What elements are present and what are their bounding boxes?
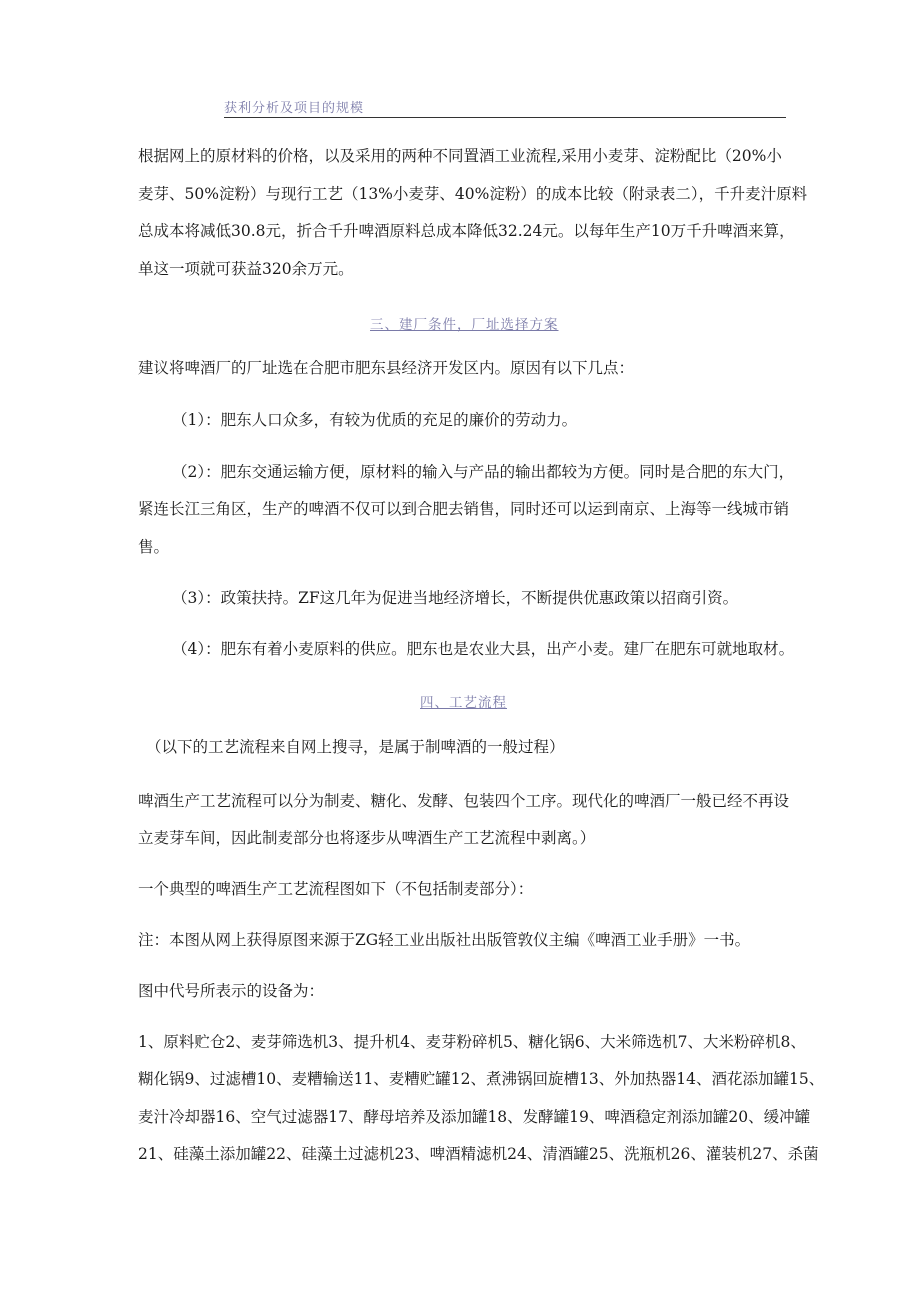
section-4-heading: 四、工艺流程 [420, 695, 507, 711]
diagram-source-note: 注：本图从网上获得原图来源于ZG轻工业出版社出版管敦仪主编《啤酒工业手册》一书。 [138, 931, 751, 949]
section-3-heading: 三、建厂条件，厂址选择方案 [370, 317, 559, 333]
reason-3: （3）：政策扶持。ZF这几年为促进当地经济增长，不断提供优惠政策以招商引资。 [172, 589, 739, 607]
diagram-intro: 一个典型的啤酒生产工艺流程图如下（不包括制麦部分）： [138, 880, 534, 898]
intro-line-2: 麦芽、50%淀粉）与现行工艺（13%小麦芽、40%淀粉）的成本比较（附录表二），千升麦汁原料 [138, 185, 808, 203]
process-source-note: （以下的工艺流程来自网上搜寻，是属于制啤酒的一般过程） [146, 738, 565, 756]
legend-intro: 图中代号所表示的设备为： [138, 982, 325, 1000]
equipment-line-1: 1、原料贮仓2、麦芽筛选机3、提升机4、麦芽粉碎机5、糖化锅6、大米筛选机7、大米粉碎机8、 [138, 1033, 806, 1051]
reason-2-line-1: （2）：肥东交通运输方便，原材料的输入与产品的输出都较为方便。同时是合肥的东大门， [172, 463, 795, 481]
header-title: 获利分析及项目的规模 [224, 101, 365, 116]
intro-line-1: 根据网上的原材料的价格，以及采用的两种不同置酒工业流程,采用小麦芽、淀粉配比（20%小 [138, 147, 782, 165]
equipment-line-3: 麦汁冷却器16、空气过滤器17、酵母培养及添加罐18、发酵罐19、啤酒稳定剂添加罐20、缓冲罐 [138, 1108, 811, 1126]
process-line-1: 啤酒生产工艺流程可以分为制麦、糖化、发酵、包装四个工序。现代化的啤酒厂一般已经不再设 [138, 792, 790, 810]
intro-line-4: 单这一项就可获益320余万元。 [138, 260, 354, 278]
process-line-2: 立麦芽车间，因此制麦部分也将逐步从啤酒生产工艺流程中剥离。） [138, 829, 596, 847]
equipment-line-4: 21、硅藻土添加罐22、硅藻土过滤机23、啤酒精滤机24、清酒罐25、洗瓶机26、灌装机27、杀菌 [138, 1145, 819, 1163]
page-header [224, 97, 786, 118]
equipment-line-2: 糊化锅9、过滤槽10、麦糟输送11、麦糟贮罐12、煮沸锅回旋槽13、外加热器14、酒花添加罐15、 [138, 1070, 825, 1088]
section-3-intro: 建议将啤酒厂的厂址选在合肥市肥东县经济开发区内。原因有以下几点： [138, 359, 635, 377]
reason-4: （4）：肥东有着小麦原料的供应。肥东也是农业大县，出产小麦。建厂在肥东可就地取材。 [172, 640, 795, 658]
intro-line-3: 总成本将减低30.8元，折合千升啤酒原料总成本降低32.24元。以每年生产10万千升啤酒来算， [138, 222, 795, 240]
reason-2-line-3: 售。 [138, 538, 170, 556]
reason-2-line-2: 紧连长江三角区，生产的啤酒不仅可以到合肥去销售，同时还可以运到南京、上海等一线城市销 [138, 500, 790, 518]
reason-1: （1）：肥东人口众多，有较为优质的充足的廉价的劳动力。 [172, 411, 578, 429]
